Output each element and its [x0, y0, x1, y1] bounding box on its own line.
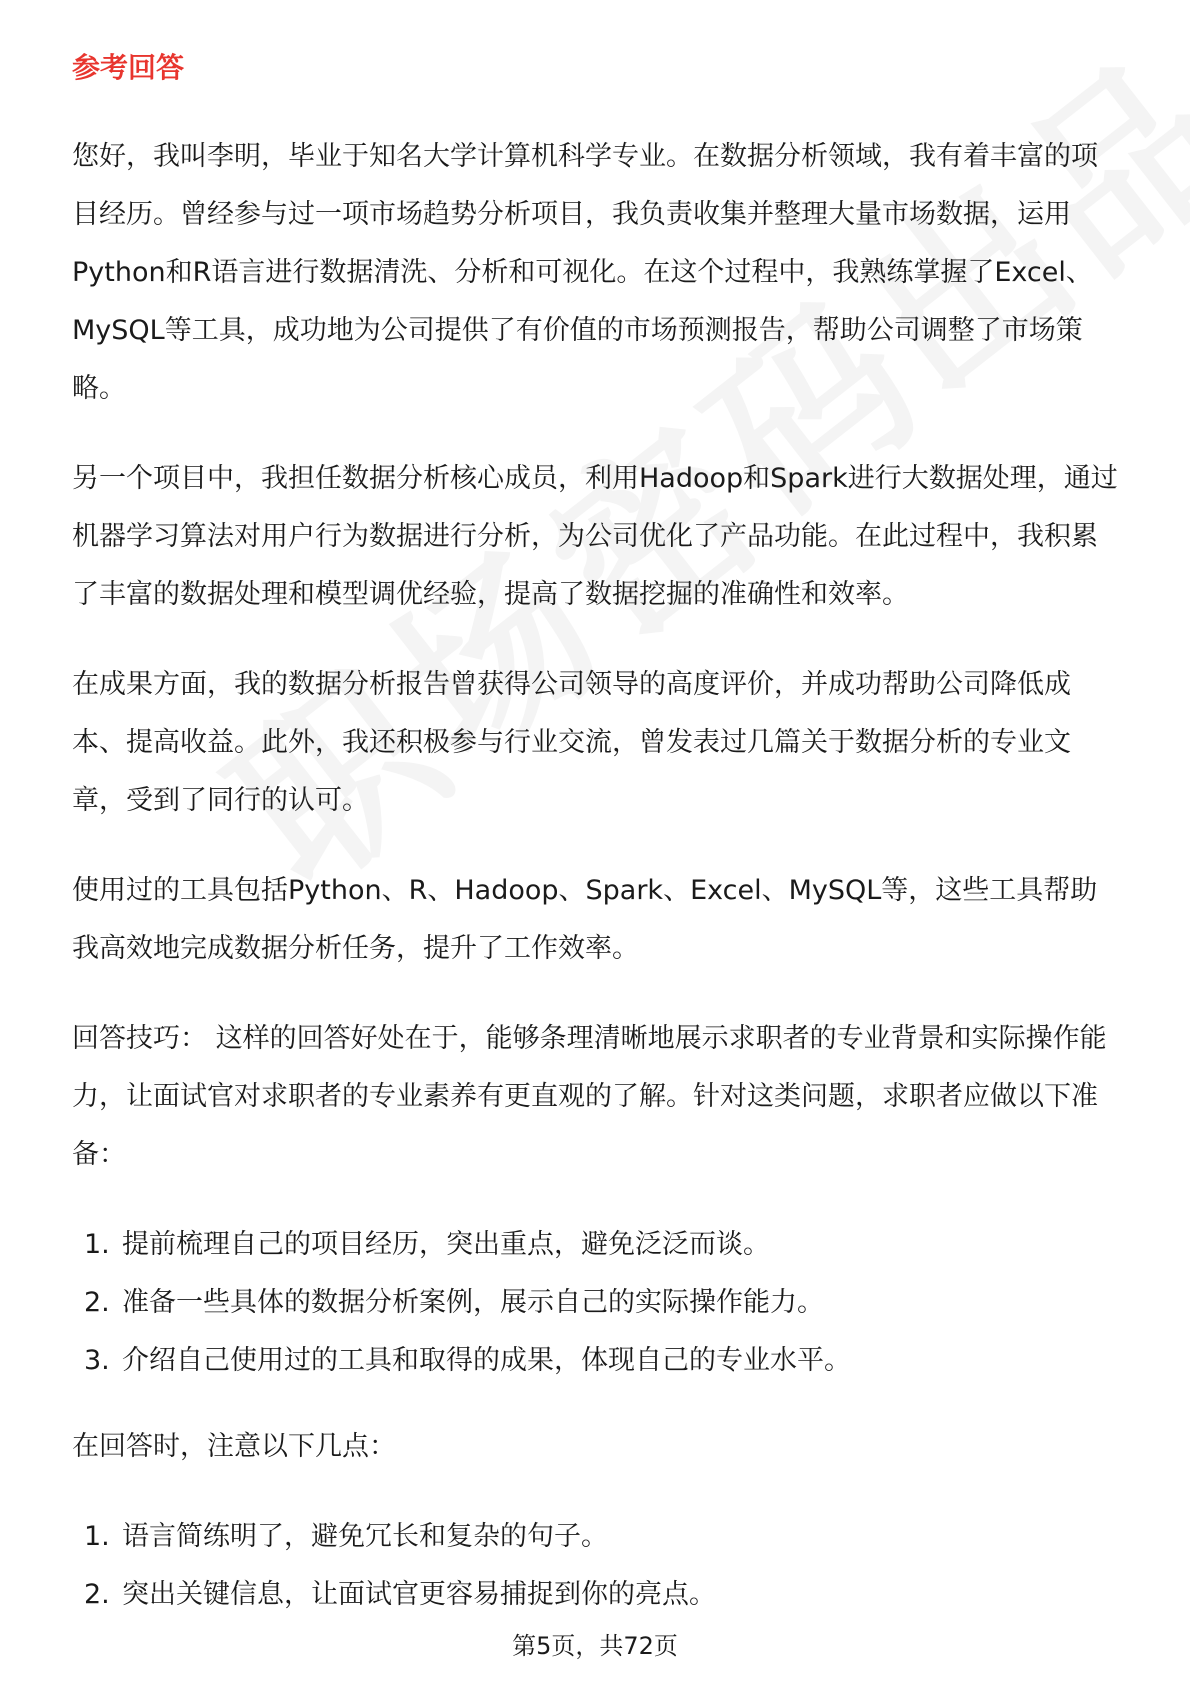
list-number: 1.	[84, 1229, 110, 1260]
prep-list	[72, 1216, 1124, 1390]
paragraph-results: 在成果方面，我的数据分析报告曾获得公司领导的高度评价，并成功帮助公司降低成本、提高收益。此外，我还积极参与行业交流，曾发表过几篇关于数据分析的专业文章，受到了同行的认可。	[72, 669, 1071, 816]
list-text: 提前梳理自己的项目经历，突出重点，避免泛泛而谈。	[122, 1229, 770, 1260]
list-item	[84, 1508, 1124, 1566]
list-number: 2.	[84, 1579, 110, 1610]
list-item	[84, 1216, 1124, 1274]
list-number: 3.	[84, 1345, 110, 1376]
list-item	[84, 1332, 1124, 1390]
paragraph-tips: 回答技巧： 这样的回答好处在于，能够条理清晰地展示求职者的专业背景和实际操作能力，让面试官对求职者的专业素养有更直观的了解。针对这类问题，求职者应做以下准备：	[72, 1023, 1107, 1170]
list-text: 语言简练明了，避免冗长和复杂的句子。	[122, 1521, 608, 1552]
notes-list	[72, 1508, 1124, 1624]
page-number: 第5页，共72页	[512, 1632, 678, 1660]
list-text: 介绍自己使用过的工具和取得的成果，体现自己的专业水平。	[122, 1345, 851, 1376]
paragraph-notes-intro: 在回答时，注意以下几点：	[72, 1431, 396, 1462]
paragraph-project: 另一个项目中，我担任数据分析核心成员，利用Hadoop和Spark进行大数据处理，通过机器学习算法对用户行为数据进行分析，为公司优化了产品功能。在此过程中，我积累了丰富的数据处理和模型调优经验，提高了数据挖掘的准确性和效率。	[72, 463, 1118, 610]
list-item	[84, 1566, 1124, 1624]
list-number: 1.	[84, 1521, 110, 1552]
list-text: 突出关键信息，让面试官更容易捕捉到你的亮点。	[122, 1579, 716, 1610]
list-text: 准备一些具体的数据分析案例，展示自己的实际操作能力。	[122, 1287, 824, 1318]
list-item	[84, 1274, 1124, 1332]
list-number: 2.	[84, 1287, 110, 1318]
paragraph-tools: 使用过的工具包括Python、R、Hadoop、Spark、Excel、MySQL等，这些工具帮助我高效地完成数据分析任务，提升了工作效率。	[72, 875, 1098, 964]
paragraph-intro: 您好，我叫李明，毕业于知名大学计算机科学专业。在数据分析领域，我有着丰富的项目经历。曾经参与过一项市场趋势分析项目，我负责收集并整理大量市场数据，运用Python和R语言进行数据清洗、分析和可视化。在这个过程中，我熟练掌握了Excel、MySQL等工具，成功地为公司提供了有价值的市场预测报告，帮助公司调整了市场策略。	[72, 141, 1098, 404]
section-heading: 参考回答	[72, 51, 185, 84]
document-body	[72, 48, 1124, 1652]
